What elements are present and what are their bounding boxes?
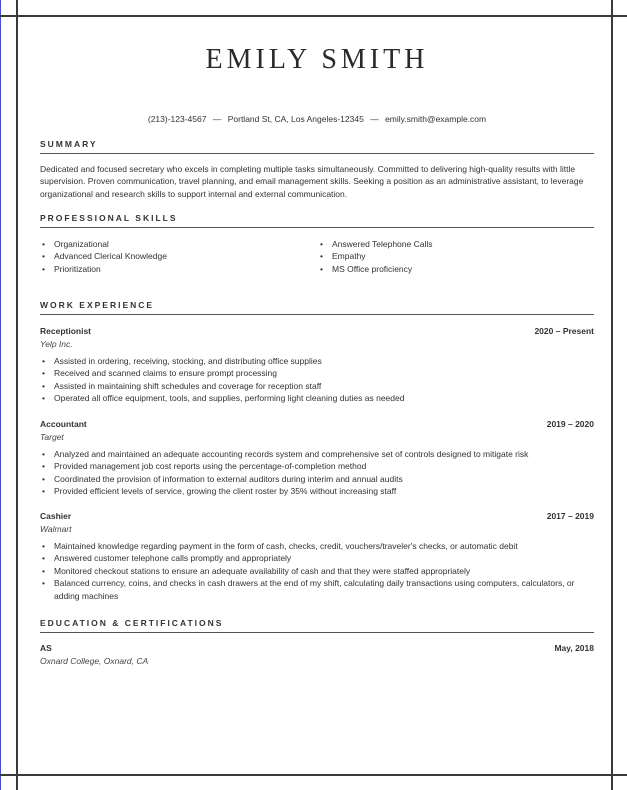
page-edge	[0, 0, 1, 790]
education-heading: EDUCATION & CERTIFICATIONS	[40, 618, 594, 633]
job-bullet: • Provided efficient levels of service, growing the client roster by 35% without increasing staff	[40, 485, 594, 497]
degree: AS	[40, 643, 52, 653]
job-dates: 2020 – Present	[534, 326, 594, 336]
job-bullet: • Assisted in ordering, receiving, stocking, and distributing office supplies	[40, 355, 594, 367]
job-bullet: • Assisted in maintaining shift schedules and coverage for reception staff	[40, 380, 594, 392]
job-bullets	[40, 540, 594, 602]
experience-heading: WORK EXPERIENCE	[40, 300, 594, 315]
phone-number: (213)-123-4567	[147, 114, 207, 124]
skill-item: • Answered Telephone Calls	[318, 238, 588, 250]
school: Oxnard College, Oxnard, CA	[40, 656, 149, 666]
job-bullet: • Analyzed and maintained an adequate accounting records system and comprehensive set of controls designed to mitigate risk	[40, 448, 594, 460]
frame-left-line	[16, 0, 18, 790]
job-company: Target	[40, 432, 64, 442]
graduation-date: May, 2018	[554, 643, 594, 653]
contact-line	[40, 114, 594, 124]
skills-heading: PROFESSIONAL SKILLS	[40, 213, 594, 228]
job-company: Walmart	[40, 524, 72, 534]
frame-top-line	[0, 15, 627, 17]
skill-item: • Empathy	[318, 250, 588, 262]
job-dates: 2019 – 2020	[546, 419, 594, 429]
candidate-name: EMILY SMITH	[205, 44, 429, 75]
skill-item: • Advanced Clerical Knowledge	[40, 250, 310, 262]
job-bullet: • Maintained knowledge regarding payment in the form of cash, checks, credit, vouchers/traveler's checks, or automatic debit	[40, 540, 594, 552]
job-bullet: • Received and scanned claims to ensure prompt processing	[40, 367, 594, 379]
contact-separator: —	[370, 114, 379, 124]
skill-item: • Organizational	[40, 238, 310, 250]
job-company: Yelp Inc.	[40, 339, 73, 349]
summary-text: Dedicated and focused secretary who excels in completing multiple tasks simultaneously. Committed to delivering high-quality results with little supervision. Proven communication, travel planning, and email management skills. Seeking a position as an administrative assistant, to leverage organizational and research skills to support internal and external communication.	[40, 164, 584, 199]
address: Portland St, CA, Los Angeles-12345	[227, 114, 364, 124]
job-title: Cashier	[40, 511, 72, 521]
frame-right-line	[611, 0, 613, 790]
job-bullet: • Monitored checkout stations to ensure an adequate availability of cash and that they were staffed appropriately	[40, 565, 594, 577]
job-title: Accountant	[40, 419, 87, 429]
job-bullet: • Answered customer telephone calls promptly and appropriately	[40, 552, 594, 564]
job-dates: 2017 – 2019	[546, 511, 594, 521]
job-bullet: • Provided management job cost reports using the percentage-of-completion method	[40, 460, 594, 472]
summary-heading: SUMMARY	[40, 139, 594, 154]
skill-item: • Prioritization	[40, 263, 310, 275]
contact-separator: —	[212, 114, 222, 124]
job-bullets	[40, 448, 594, 498]
job-bullet: • Balanced currency, coins, and checks in cash drawers at the end of my shift, calculating daily transactions using computers, calculators, or adding machines	[40, 577, 594, 602]
job-bullets	[40, 355, 594, 405]
job-title: Receptionist	[40, 326, 92, 336]
email-address[interactable]: emily.smith@example.com	[385, 114, 487, 124]
skill-item: • MS Office proficiency	[318, 263, 588, 275]
job-bullet: • Coordinated the provision of information to external auditors during interim and annual audits	[40, 473, 594, 485]
frame-bottom-line	[0, 774, 627, 776]
skills-list-left	[40, 238, 310, 275]
job-bullet: • Operated all office equipment, tools, and supplies, performing light cleaning duties as needed	[40, 392, 594, 404]
skills-list-right	[318, 238, 588, 275]
